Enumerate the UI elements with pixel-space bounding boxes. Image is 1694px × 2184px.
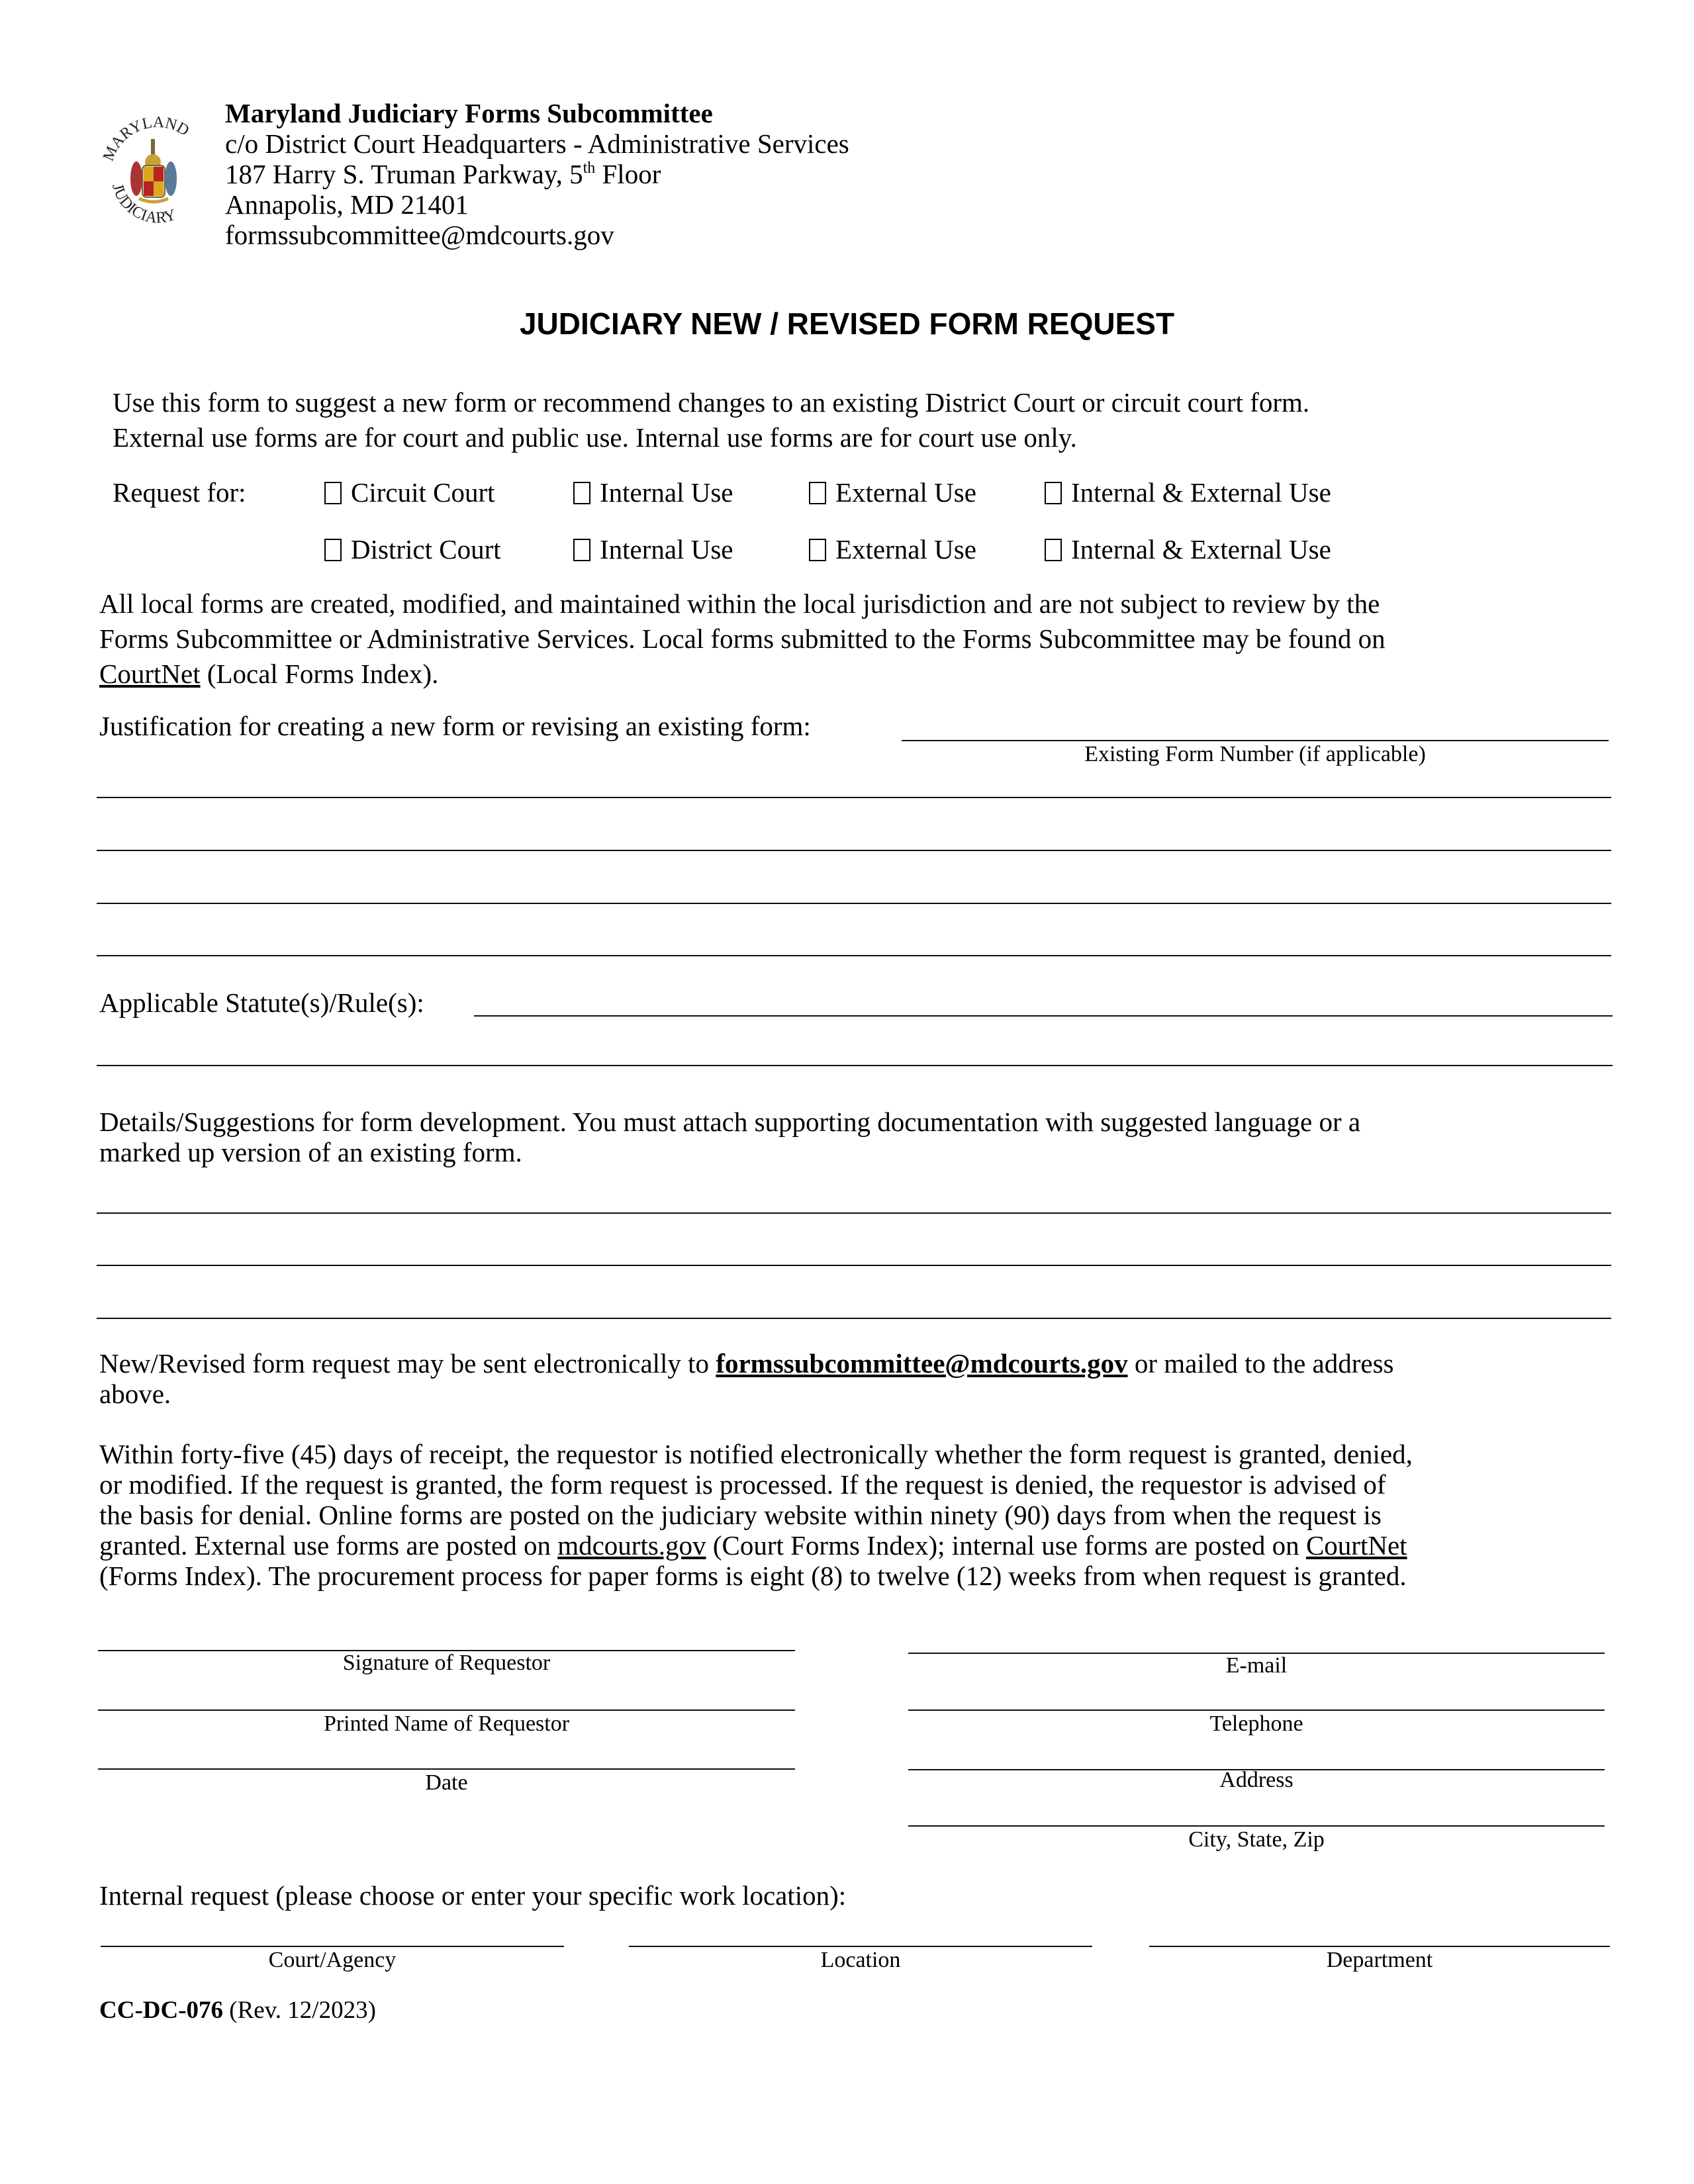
checkbox-district-internal-external-use[interactable]: [1045, 533, 1331, 565]
justification-line-3[interactable]: [97, 903, 1611, 904]
checkbox-box-icon[interactable]: [324, 482, 342, 504]
org-name: Maryland Judiciary Forms Subcommittee: [225, 98, 713, 128]
org-address-line-3: [225, 159, 661, 189]
submission-email-link[interactable]: formssubcommittee@mdcourts.gov: [716, 1348, 1128, 1379]
statute-line-2[interactable]: [97, 1065, 1613, 1066]
details-line-3-field[interactable]: [97, 1318, 1611, 1319]
form-footer: [99, 1996, 376, 2025]
checkbox-label: Internal Use: [600, 534, 733, 565]
intro-line-2: External use forms are for court and public use. Internal use forms are for court use only.: [113, 422, 1077, 453]
statute-field[interactable]: [474, 1015, 1613, 1017]
process-line-5: (Forms Index). The procurement process for paper forms is eight (8) to twelve (12) weeks from when request is granted.: [99, 1561, 1407, 1591]
department-caption: Department: [1326, 1948, 1433, 1972]
local-forms-index-text: (Local Forms Index).: [200, 659, 439, 689]
checkbox-label: Internal & External Use: [1071, 534, 1331, 565]
checkbox-label: Internal & External Use: [1071, 477, 1331, 508]
submission-text-post: or mailed to the address: [1127, 1348, 1394, 1379]
process-text: granted. External use forms are posted on: [99, 1530, 558, 1561]
form-revision: (Rev. 12/2023): [223, 1997, 376, 2024]
ordinal-suffix: th: [583, 159, 596, 177]
checkbox-box-icon[interactable]: [573, 539, 590, 561]
justification-line-1[interactable]: [97, 797, 1611, 798]
checkbox-label: District Court: [351, 534, 501, 565]
checkbox-box-icon[interactable]: [1045, 539, 1062, 561]
printed-name-caption: Printed Name of Requestor: [323, 1711, 570, 1736]
location-caption: Location: [820, 1948, 901, 1972]
checkbox-box-icon[interactable]: [324, 539, 342, 561]
page-title: JUDICIARY NEW / REVISED FORM REQUEST: [519, 306, 1175, 341]
local-forms-line-3: [99, 658, 438, 690]
details-line-2-field[interactable]: [97, 1265, 1611, 1266]
checkbox-box-icon[interactable]: [809, 482, 826, 504]
checkbox-circuit-external-use[interactable]: [809, 477, 976, 508]
process-line-3: the basis for denial. Online forms are posted on the judiciary website within ninety (90) days from when the request is: [99, 1500, 1382, 1530]
justification-label: Justification for creating a new form or revising an existing form:: [99, 711, 811, 741]
checkbox-label: External Use: [835, 534, 976, 565]
checkbox-label: Circuit Court: [351, 477, 495, 508]
mdcourts-link[interactable]: mdcourts.gov: [557, 1530, 706, 1561]
address-caption: Address: [1219, 1768, 1294, 1792]
details-line-1: Details/Suggestions for form development. You must attach supporting documentation with suggested language or a: [99, 1107, 1361, 1137]
seal-icon: [99, 99, 212, 245]
justification-line-2[interactable]: [97, 850, 1611, 851]
checkbox-circuit-court[interactable]: [324, 477, 495, 508]
court-agency-caption: Court/Agency: [268, 1948, 397, 1972]
checkbox-box-icon[interactable]: [1045, 482, 1062, 504]
courtnet-link[interactable]: CourtNet: [99, 659, 201, 689]
local-forms-line-2: Forms Subcommittee or Administrative Services. Local forms submitted to the Forms Subcommittee may be found on: [99, 623, 1386, 654]
process-line-2: or modified. If the request is granted, the form request is processed. If the request is denied, the requestor is advised of: [99, 1469, 1386, 1500]
city-state-zip-caption: City, State, Zip: [1188, 1827, 1325, 1852]
local-forms-line-1: All local forms are created, modified, and maintained within the local jurisdiction and are not subject to review by the: [99, 588, 1380, 619]
checkbox-box-icon[interactable]: [809, 539, 826, 561]
submission-line-2: above.: [99, 1379, 171, 1409]
courtnet-forms-link[interactable]: CourtNet: [1305, 1530, 1407, 1561]
checkbox-district-internal-use[interactable]: [573, 533, 733, 565]
process-line-4: [99, 1529, 1407, 1561]
floor-text: Floor: [595, 159, 661, 189]
checkbox-circuit-internal-external-use[interactable]: [1045, 477, 1331, 508]
submission-text: New/Revised form request may be sent electronically to: [99, 1348, 716, 1379]
process-text-mid: (Court Forms Index); internal use forms are posted on: [706, 1530, 1306, 1561]
checkbox-box-icon[interactable]: [573, 482, 590, 504]
submission-line-1: [99, 1347, 1394, 1379]
date-caption: Date: [425, 1770, 468, 1795]
checkbox-district-external-use[interactable]: [809, 533, 976, 565]
checkbox-district-court[interactable]: [324, 533, 501, 565]
org-address-line-2: c/o District Court Headquarters - Administrative Services: [225, 128, 849, 159]
details-line-1-field[interactable]: [97, 1212, 1611, 1214]
street-address: 187 Harry S. Truman Parkway, 5: [225, 159, 583, 189]
signature-caption: Signature of Requestor: [342, 1651, 551, 1675]
intro-line-1: Use this form to suggest a new form or recommend changes to an existing District Court or circuit court form.: [113, 387, 1310, 418]
internal-request-label: Internal request (please choose or enter your specific work location):: [99, 1880, 847, 1911]
request-for-label: Request for:: [113, 477, 246, 508]
maryland-judiciary-seal: [99, 99, 212, 245]
org-email: formssubcommittee@mdcourts.gov: [225, 220, 614, 250]
checkbox-label: External Use: [835, 477, 976, 508]
process-line-1: Within forty-five (45) days of receipt, the requestor is notified electronically whether the form request is granted, denied,: [99, 1439, 1413, 1469]
existing-form-number-caption: Existing Form Number (if applicable): [1084, 742, 1426, 766]
justification-line-4[interactable]: [97, 955, 1611, 956]
org-city-state-zip: Annapolis, MD 21401: [225, 189, 469, 220]
statute-label: Applicable Statute(s)/Rule(s):: [99, 987, 424, 1018]
svg-text:JUDICIARY: JUDICIARY: [109, 181, 179, 227]
checkbox-circuit-internal-use[interactable]: [573, 477, 733, 508]
form-id: CC-DC-076: [99, 1997, 224, 2024]
telephone-caption: Telephone: [1209, 1711, 1303, 1736]
details-line-2: marked up version of an existing form.: [99, 1137, 522, 1167]
email-caption: E-mail: [1225, 1653, 1288, 1678]
checkbox-label: Internal Use: [600, 477, 733, 508]
svg-text:MARYLAND: MARYLAND: [99, 114, 193, 164]
